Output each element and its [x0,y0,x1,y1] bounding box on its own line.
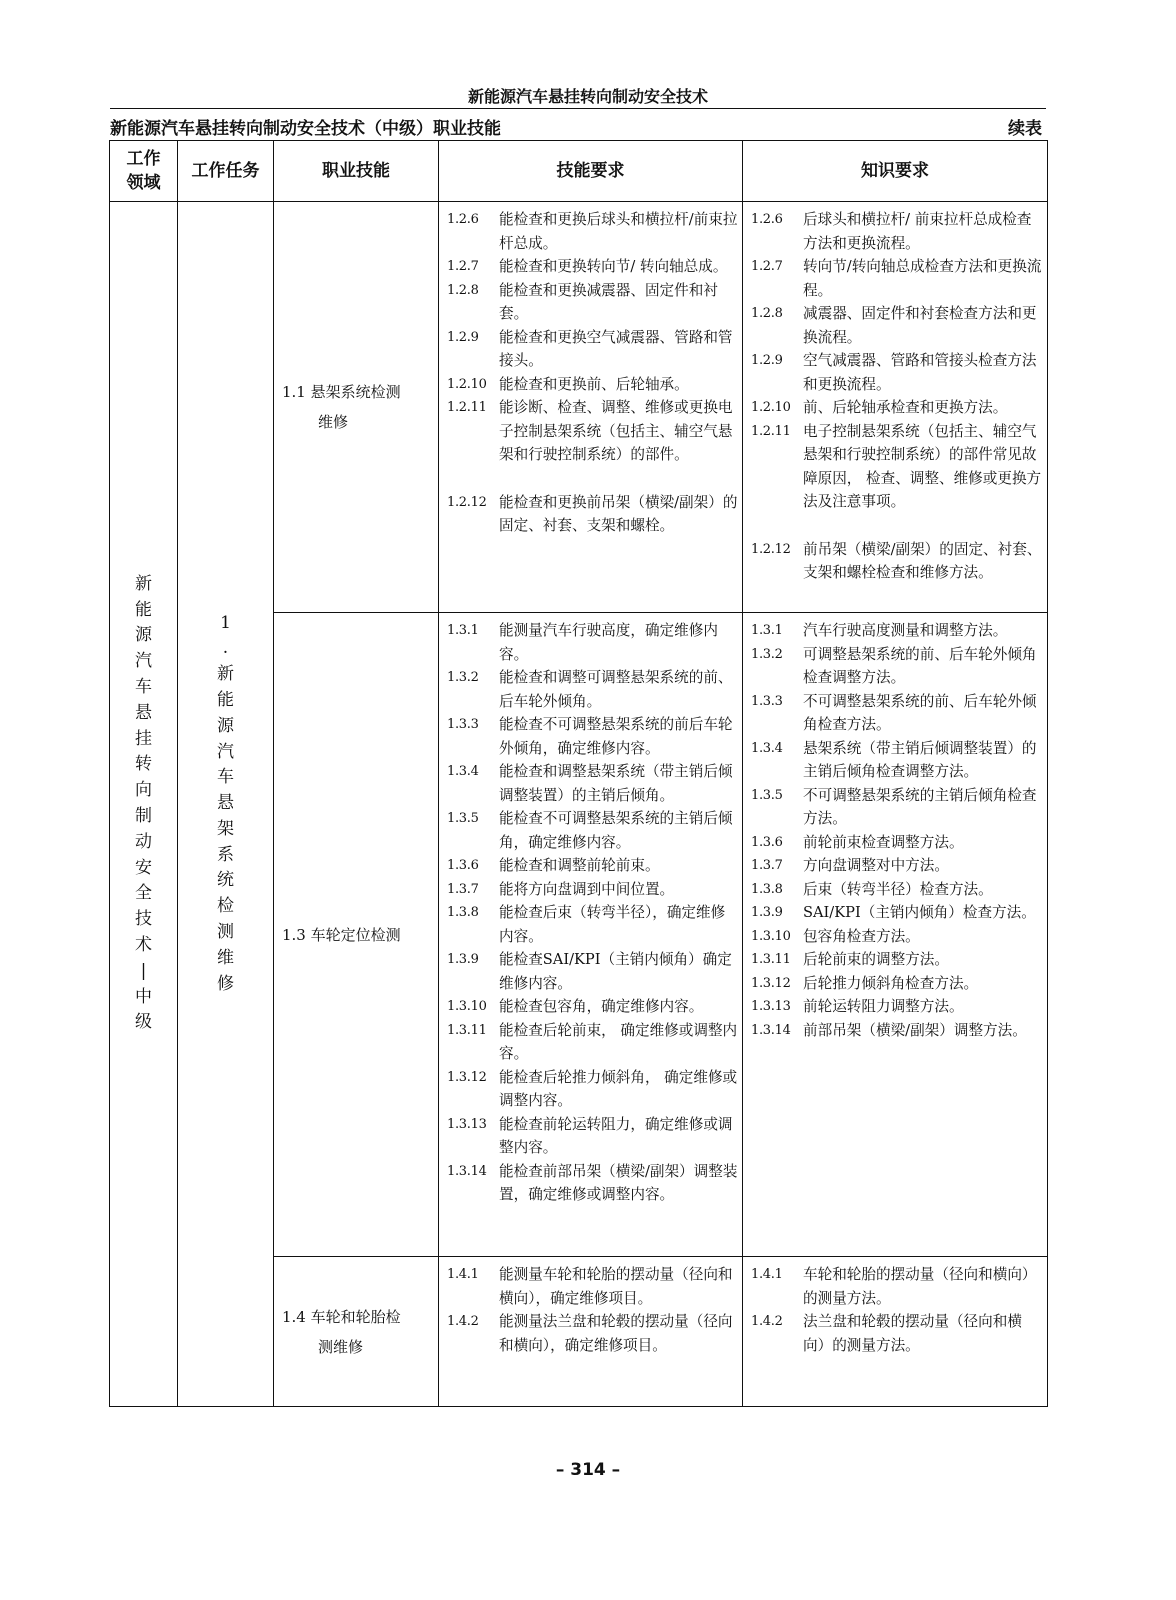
item-number: 1.2.8 [447,282,479,298]
list-item [447,878,738,902]
item-number: 1.3.7 [751,858,783,873]
item-text: 后轮推力倾斜角检查方法。 [803,974,979,992]
item-number: 1.3.7 [447,881,479,897]
item-number: 1.2.9 [751,353,783,368]
item-number: 1.3.9 [751,905,783,920]
list-item [447,760,738,807]
domain-cell-char: | [140,960,147,981]
list-item [447,279,738,326]
list-item [751,878,1043,902]
item-number: 1.3.10 [751,928,791,944]
item-number: 1.3.14 [447,1163,487,1179]
list-item [447,854,738,878]
item-text: 不可调整悬架系统的前、后车轮外倾角检查方法。 [803,692,1037,733]
item-number: 1.3.11 [751,952,791,967]
list-item [751,396,1043,420]
list-item [751,208,1043,255]
list-item [751,420,1043,514]
item-number: 1.2.10 [447,376,487,392]
item-number: 1.3.6 [447,858,479,873]
task-cell-char: 测 [217,922,234,943]
list-item [751,1019,1043,1043]
spacer [447,467,738,491]
item-number: 1.3.6 [751,834,783,850]
skill-requirements-cell [439,202,743,613]
task-cell-char: 1 [220,612,231,633]
task-cell-char: 架 [217,818,234,839]
header-skill-req: 技能要求 [439,141,743,202]
item-text: 转向节/转向轴总成检查方法和更换流程。 [803,258,1042,299]
skill-requirements-cell [439,1257,743,1407]
item-number: 1.3.5 [751,787,783,803]
item-number: 1.3.8 [751,881,783,897]
skill-label: 1.3 车轮定位检测 [282,925,401,944]
knowledge-requirements-cell [743,202,1048,613]
item-number: 1.3.3 [447,717,479,732]
item-number: 1.3.3 [751,693,783,709]
item-number: 1.3.11 [447,1022,487,1038]
skill-cell [274,613,439,1257]
list-item [447,208,738,255]
list-item [447,1263,738,1310]
skill-cell [274,202,439,613]
list-item [447,1113,738,1160]
domain-cell-char: 安 [135,857,152,878]
item-text: 能检查前轮运转阻力，确定维修或调整内容。 [499,1115,733,1156]
list-item [447,396,738,467]
list-item [751,901,1043,925]
item-number: 1.2.7 [447,259,479,274]
item-text: 能检查和更换转向节/ 转向轴总成。 [499,258,728,275]
task-cell-char: 系 [217,844,234,865]
list-item [447,1019,738,1066]
list-item [751,1263,1043,1310]
item-number: 1.2.12 [447,494,487,510]
item-number: 1.3.4 [447,764,479,779]
list-item [751,925,1043,949]
list-item [751,784,1043,831]
domain-cell-char: 汽 [135,651,152,672]
item-text: 车轮和轮胎的摆动量（径向和横向）的测量方法。 [803,1266,1037,1307]
list-item [447,901,738,948]
item-text: 减震器、固定件和衬套检查方法和更换流程。 [803,305,1037,346]
item-text: 能检查包容角，确定维修内容。 [499,998,704,1015]
domain-cell-char: 源 [135,625,152,646]
item-number: 1.3.14 [751,1022,791,1038]
item-number: 1.3.10 [447,999,487,1014]
domain-cell-char: 挂 [135,728,152,749]
list-item [447,491,738,538]
item-text: 能检查不可调整悬架系统的主销后倾角，确定维修内容。 [499,810,733,851]
item-text: 前、后轮轴承检查和更换方法。 [803,399,1008,416]
item-text: 方向盘调整对中方法。 [803,857,949,874]
item-text: 空气减震器、管路和管接头检查方法和更换流程。 [803,352,1037,393]
item-number: 1.2.9 [447,329,479,345]
item-number: 1.2.11 [447,400,487,415]
table-title: 新能源汽车悬挂转向制动安全技术（中级）职业技能 [110,119,501,139]
item-number: 1.2.6 [447,212,479,227]
item-number: 1.4.1 [751,1267,783,1282]
item-number: 1.2.6 [751,212,783,227]
domain-cell-char: 能 [135,599,152,620]
list-item [751,538,1043,585]
item-text: 能检查后轮推力倾斜角， 确定维修或调整内容。 [499,1068,738,1109]
domain-cell-char: 动 [135,831,152,852]
list-item [447,1310,738,1357]
skills-table [109,140,1048,1407]
spacer [751,514,1043,538]
list-item [751,854,1043,878]
table-caption [110,114,1046,140]
item-text: 能检查不可调整悬架系统的前后车轮外倾角，确定维修内容。 [499,716,733,757]
list-item [447,1066,738,1113]
list-item [447,373,738,397]
domain-cell-char: 中 [135,986,152,1007]
item-number: 1.3.13 [751,999,791,1014]
item-number: 1.4.2 [447,1314,479,1329]
task-cell-char: 修 [217,973,234,994]
item-text: 能检查和更换后球头和横拉杆/前束拉杆总成。 [499,211,738,252]
task-cell-char: 汽 [217,741,234,762]
item-text: 前吊架（横梁/副架）的固定、衬套、支架和螺栓检查和维修方法。 [803,540,1042,581]
item-text: 可调整悬架系统的前、后车轮外倾角检查调整方法。 [803,645,1037,686]
item-text: 能检查和更换前吊架（横梁/副架）的固定、衬套、支架和螺栓。 [499,493,738,534]
skill-label: 维修 [318,413,349,431]
item-text: 包容角检查方法。 [803,927,920,945]
header-rule [110,108,1046,109]
list-item [751,302,1043,349]
list-item [447,995,738,1019]
task-cell-char: 源 [217,715,234,736]
item-text: 能检查和更换前、后轮轴承。 [499,375,689,393]
task-cell-char: 统 [217,870,234,891]
header-knowledge-req: 知识要求 [743,141,1048,202]
item-text: 能测量汽车行驶高度，确定维修内容。 [499,622,718,663]
list-item [751,690,1043,737]
task-cell-char: 能 [217,689,234,710]
task-cell-char: 检 [217,896,234,917]
list-item [447,619,738,666]
item-text: 不可调整悬架系统的主销后倾角检查方法。 [803,786,1037,827]
item-number: 1.3.1 [751,623,783,638]
item-number: 1.3.1 [447,623,479,638]
item-text: 法兰盘和轮毂的摆动量（径向和横向）的测量方法。 [803,1313,1022,1354]
list-item [447,666,738,713]
item-number: 1.2.11 [751,423,791,439]
item-text: 能检查后轮前束， 确定维修或调整内容。 [499,1021,738,1062]
list-item [447,948,738,995]
item-text: 前轮运转阻力调整方法。 [803,998,964,1015]
item-number: 1.4.2 [751,1314,783,1329]
task-cell-char: 新 [217,664,234,685]
list-item [447,326,738,373]
item-number: 1.3.9 [447,952,479,967]
item-number: 1.2.10 [751,400,791,415]
item-text: SAI/KPI（主销内倾角）检查方法。 [803,904,1036,921]
item-number: 1.3.8 [447,905,479,920]
item-text: 能检查SAI/KPI（主销内倾角）确定维修内容。 [499,951,732,992]
header-domain-line1: 工作 [126,149,161,169]
item-text: 后束（转弯半径）检查方法。 [803,880,993,898]
item-text: 能测量法兰盘和轮毂的摆动量（径向和横向），确定维修项目。 [499,1313,733,1354]
list-item [447,1160,738,1207]
list-item [751,1310,1043,1357]
domain-cell-char: 技 [135,909,152,930]
domain-cell [110,202,178,1407]
list-item [751,948,1043,972]
skill-label: 测维修 [318,1337,364,1356]
domain-cell-char: 全 [135,883,152,904]
domain-cell-char: 术 [135,934,152,955]
list-item [751,831,1043,855]
item-text: 能测量车轮和轮胎的摆动量（径向和横向），确定维修项目。 [499,1266,733,1307]
list-item [751,349,1043,396]
domain-cell-char: 悬 [135,702,152,723]
item-number: 1.2.8 [751,306,783,321]
item-number: 1.3.12 [751,975,791,991]
item-text: 后轮前束的调整方法。 [803,951,949,968]
page-number: – 314 – [555,1460,621,1480]
task-cell-char: 维 [217,947,234,968]
item-number: 1.3.2 [447,670,479,685]
list-item [751,619,1043,643]
item-text: 能检查和更换减震器、固定件和衬套。 [499,281,718,322]
item-number: 1.2.12 [751,541,791,557]
item-number: 1.3.2 [751,646,783,662]
list-item [751,972,1043,996]
continued-label: 续表 [1008,119,1042,139]
header-domain [110,141,178,202]
item-text: 能将方向盘调到中间位置。 [499,880,675,898]
list-item [751,255,1043,302]
item-text: 能检查后束（转弯半径），确定维修内容。 [499,904,726,945]
item-text: 能检查和更换空气减震器、管路和管接头。 [499,328,733,369]
skill-cell [274,1257,439,1407]
knowledge-requirements-cell [743,1257,1048,1407]
item-text: 前轮前束检查调整方法。 [803,833,964,851]
task-cell-char: 车 [217,767,234,788]
item-text: 后球头和横拉杆/ 前束拉杆总成检查方法和更换流程。 [803,211,1032,252]
list-item [447,255,738,279]
header-skill: 职业技能 [274,141,439,202]
item-text: 前部吊架（横梁/副架）调整方法。 [803,1021,1027,1039]
skill-requirements-cell [439,613,743,1257]
task-cell [178,202,274,1407]
item-number: 1.3.13 [447,1116,487,1132]
domain-cell-char: 转 [135,754,152,775]
item-number: 1.2.7 [751,259,783,274]
skill-label: 1.1 悬架系统检测 [282,383,401,401]
list-item [447,807,738,854]
running-head: 新能源汽车悬挂转向制动安全技术 [467,87,708,106]
table-header-row [110,141,1048,202]
item-text: 悬架系统（带主销后倾调整装置）的主销后倾角检查调整方法。 [803,739,1037,780]
task-cell-char: . [222,638,229,659]
header-task: 工作任务 [178,141,274,202]
item-text: 电子控制悬架系统（包括主、辅空气悬架和行驶控制系统）的部件常见故障原因， 检查、调整、维修或更换方法及注意事项。 [803,422,1042,510]
item-number: 1.3.4 [751,740,783,756]
table-row [110,202,1048,613]
header-domain-line2: 领域 [126,173,161,193]
item-number: 1.3.12 [447,1069,487,1085]
list-item [447,713,738,760]
item-text: 能检查和调整可调整悬架系统的前、后车轮外倾角。 [499,669,733,710]
domain-cell-char: 制 [135,806,152,826]
list-item [751,737,1043,784]
item-text: 能检查前部吊架（横梁/副架）调整装置，确定维修或调整内容。 [499,1162,738,1203]
skill-label: 1.4 车轮和轮胎检 [282,1307,401,1326]
list-item [751,643,1043,690]
item-text: 能检查和调整悬架系统（带主销后倾调整装置）的主销后倾角。 [499,763,733,804]
knowledge-requirements-cell [743,613,1048,1257]
domain-cell-char: 车 [135,677,152,698]
domain-cell-char: 级 [135,1012,152,1033]
item-number: 1.4.1 [447,1267,479,1282]
task-cell-char: 悬 [217,793,234,814]
item-number: 1.3.5 [447,811,479,826]
item-text: 汽车行驶高度测量和调整方法。 [803,622,1008,639]
item-text: 能诊断、检查、调整、维修或更换电子控制悬架系统（包括主、辅空气悬架和行驶控制系统）的部件。 [499,399,733,463]
domain-cell-char: 向 [135,780,152,801]
domain-cell-char: 新 [135,573,152,594]
item-text: 能检查和调整前轮前束。 [499,857,660,874]
list-item [751,995,1043,1019]
